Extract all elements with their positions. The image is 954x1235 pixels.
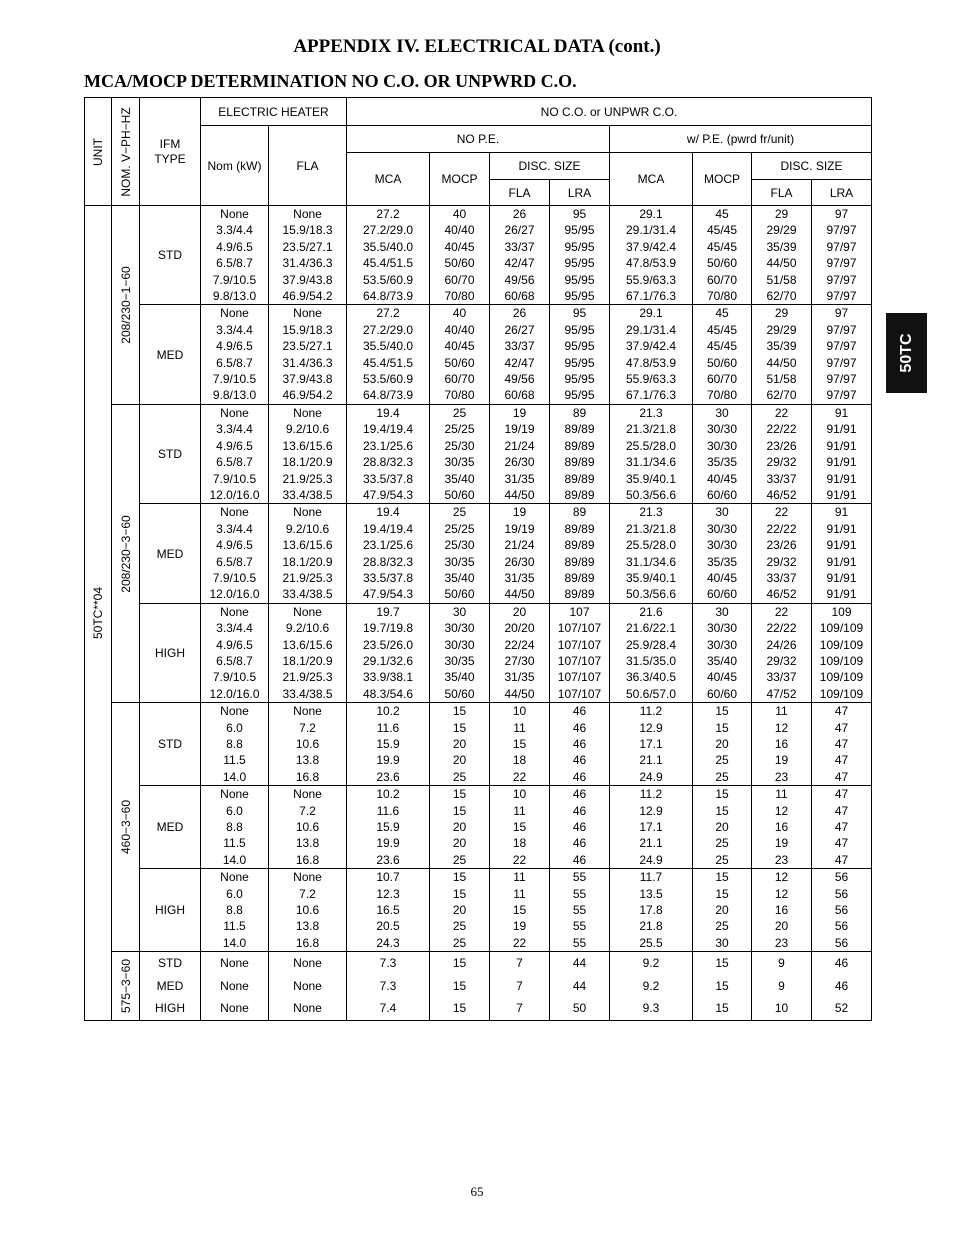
data-cell: 29.1 29.1/31.4 37.9/42.4 47.8/53.9 55.9/63.3 67.1/76.3 — [610, 305, 693, 404]
data-cell: 27.2 27.2/29.0 35.5/40.0 45.4/51.5 53.5/60.9 64.8/73.9 — [347, 206, 430, 305]
data-cell: 15 15 20 25 30 — [693, 869, 752, 952]
ifm-cell: HIGH — [140, 603, 201, 702]
header-no-co: NO C.O. or UNPWR C.O. — [347, 98, 872, 126]
data-cell: None 6.0 8.8 11.5 14.0 — [201, 703, 269, 786]
data-cell: 21.6 21.6/22.1 25.9/28.4 31.5/35.0 36.3/40.5 50.6/57.0 — [610, 603, 693, 702]
table-row — [85, 703, 872, 786]
data-cell: 7.3 7.3 7.4 — [347, 952, 430, 1021]
header-no-pe: NO P.E. — [347, 126, 610, 153]
unit-cell: 50TC**04 — [85, 206, 112, 1021]
data-cell: 30 30/30 30/30 30/35 35/40 50/60 — [430, 603, 490, 702]
data-cell: 15 15 15 — [693, 952, 752, 1021]
header-disc-fla-pe: FLA — [752, 180, 812, 206]
data-cell: None 3.3/4.4 4.9/6.5 6.5/8.7 7.9/10.5 12.0/16.0 — [201, 404, 269, 503]
data-cell: 30 30/30 30/30 35/40 40/45 60/60 — [693, 603, 752, 702]
ifm-cell: STD — [140, 404, 201, 503]
data-cell: 15 15 20 20 25 — [430, 703, 490, 786]
ifm-cell: MED — [140, 504, 201, 603]
header-disc-fla: FLA — [490, 180, 550, 206]
data-cell: 44 44 50 — [550, 952, 610, 1021]
data-cell: 26 26/27 33/37 42/47 49/56 60/68 — [490, 206, 550, 305]
header-nom-kw: Nom (kW) — [201, 126, 269, 206]
data-cell: 47 47 47 47 47 — [812, 703, 872, 786]
data-cell: 91 91/91 91/91 91/91 91/91 91/91 — [812, 404, 872, 503]
data-cell: None 7.2 10.6 13.8 16.8 — [269, 869, 347, 952]
ifm-cell: STD — [140, 206, 201, 305]
data-cell: 11.2 12.9 17.1 21.1 24.9 — [610, 786, 693, 869]
data-cell: 95 95/95 95/95 95/95 95/95 95/95 — [550, 305, 610, 404]
data-cell: None 3.3/4.4 4.9/6.5 6.5/8.7 7.9/10.5 9.8/13.0 — [201, 305, 269, 404]
data-cell: 46 46 46 46 46 — [550, 703, 610, 786]
table-row — [85, 504, 872, 603]
data-cell: 109 109/109 109/109 109/109 109/109 109/109 — [812, 603, 872, 702]
data-cell: 11.7 13.5 17.8 21.8 25.5 — [610, 869, 693, 952]
electrical-data-table — [84, 97, 872, 1021]
header-disc-lra: LRA — [550, 180, 610, 206]
data-cell: 22 22/22 23/26 29/32 33/37 46/52 — [752, 404, 812, 503]
ifm-cell: STD — [140, 703, 201, 786]
data-cell: 29.1 29.1/31.4 37.9/42.4 47.8/53.9 55.9/63.3 67.1/76.3 — [610, 206, 693, 305]
data-cell: 19 19/19 21/24 26/30 31/35 44/50 — [490, 404, 550, 503]
data-cell: 45 45/45 45/45 50/60 60/70 70/80 — [693, 206, 752, 305]
table-row — [85, 603, 872, 702]
data-cell: 9.2 9.2 9.3 — [610, 952, 693, 1021]
header-nom-voltage: NOM. V−PH−HZ — [112, 98, 140, 206]
data-cell: 19 19/19 21/24 26/30 31/35 44/50 — [490, 504, 550, 603]
table-row — [85, 869, 872, 952]
header-disc-lra-pe: LRA — [812, 180, 872, 206]
data-cell: 19.4 19.4/19.4 23.1/25.6 28.8/32.3 33.5/37.8 47.9/54.3 — [347, 404, 430, 503]
table-row — [85, 206, 872, 305]
data-cell: None 15.9/18.3 23.5/27.1 31.4/36.3 37.9/43.8 46.9/54.2 — [269, 206, 347, 305]
data-cell: 45 45/45 45/45 50/60 60/70 70/80 — [693, 305, 752, 404]
data-cell: 26 26/27 33/37 42/47 49/56 60/68 — [490, 305, 550, 404]
data-cell: None 3.3/4.4 4.9/6.5 6.5/8.7 7.9/10.5 9.8/13.0 — [201, 206, 269, 305]
data-cell: 55 55 55 55 55 — [550, 869, 610, 952]
header-mca: MCA — [347, 153, 430, 206]
voltage-cell: 575−3−60 — [112, 952, 140, 1021]
data-cell: None None None — [269, 952, 347, 1021]
table-title: MCA/MOCP DETERMINATION NO C.O. OR UNPWRD C.O. — [84, 71, 577, 91]
data-cell: 11 12 16 19 23 — [752, 786, 812, 869]
data-cell: 10 11 15 18 22 — [490, 786, 550, 869]
data-cell: 29 29/29 35/39 44/50 51/58 62/70 — [752, 206, 812, 305]
data-cell: 89 89/89 89/89 89/89 89/89 89/89 — [550, 404, 610, 503]
ifm-cell: MED — [140, 305, 201, 404]
data-cell: 10.2 11.6 15.9 19.9 23.6 — [347, 786, 430, 869]
table-row — [85, 952, 872, 1021]
data-cell: 25 25/25 25/30 30/35 35/40 50/60 — [430, 504, 490, 603]
header-w-pe: w/ P.E. (pwrd fr/unit) — [610, 126, 872, 153]
voltage-cell: 208/230−1−60 — [112, 206, 140, 405]
data-cell: 11 11 15 19 22 — [490, 869, 550, 952]
data-cell: 15 15 20 25 25 — [693, 786, 752, 869]
data-cell: 15 15 15 — [430, 952, 490, 1021]
data-cell: None None None — [201, 952, 269, 1021]
data-cell: None 3.3/4.4 4.9/6.5 6.5/8.7 7.9/10.5 12.0/16.0 — [201, 603, 269, 702]
data-cell: 27.2 27.2/29.0 35.5/40.0 45.4/51.5 53.5/60.9 64.8/73.9 — [347, 305, 430, 404]
data-cell: 30 30/30 30/30 35/35 40/45 60/60 — [693, 404, 752, 503]
page-number: 65 — [470, 1184, 484, 1199]
data-cell: 25 25/25 25/30 30/35 35/40 50/60 — [430, 404, 490, 503]
data-cell: 21.3 21.3/21.8 25.5/28.0 31.1/34.6 35.9/40.1 50.3/56.6 — [610, 404, 693, 503]
data-cell: None 6.0 8.8 11.5 14.0 — [201, 869, 269, 952]
data-cell: None 15.9/18.3 23.5/27.1 31.4/36.3 37.9/43.8 46.9/54.2 — [269, 305, 347, 404]
data-cell: 12 12 16 20 23 — [752, 869, 812, 952]
data-cell: 15 15 20 25 25 — [693, 703, 752, 786]
data-cell: 9 9 10 — [752, 952, 812, 1021]
data-cell: None 9.2/10.6 13.6/15.6 18.1/20.9 21.9/25.3 33.4/38.5 — [269, 504, 347, 603]
data-cell: 91 91/91 91/91 91/91 91/91 91/91 — [812, 504, 872, 603]
data-cell: 15 15 20 20 25 — [430, 786, 490, 869]
data-cell: 46 46 46 46 46 — [550, 786, 610, 869]
data-cell: 22 22/22 23/26 29/32 33/37 46/52 — [752, 504, 812, 603]
data-cell: None 7.2 10.6 13.8 16.8 — [269, 786, 347, 869]
header-unit: UNIT — [85, 98, 112, 206]
data-cell: 7 7 7 — [490, 952, 550, 1021]
data-cell: 89 89/89 89/89 89/89 89/89 89/89 — [550, 504, 610, 603]
data-cell: None 9.2/10.6 13.6/15.6 18.1/20.9 21.9/25.3 33.4/38.5 — [269, 603, 347, 702]
header-disc-size: DISC. SIZE — [490, 153, 610, 180]
table-row — [85, 404, 872, 503]
data-cell: 10 11 15 18 22 — [490, 703, 550, 786]
voltage-cell: 208/230−3−60 — [112, 404, 140, 702]
header-heater-fla: FLA — [269, 126, 347, 206]
data-cell: None 7.2 10.6 13.8 16.8 — [269, 703, 347, 786]
data-cell: None 6.0 8.8 11.5 14.0 — [201, 786, 269, 869]
section-tab-label: 50TC — [897, 333, 915, 373]
header-mocp: MOCP — [430, 153, 490, 206]
data-cell: 56 56 56 56 56 — [812, 869, 872, 952]
data-cell: 40 40/40 40/45 50/60 60/70 70/80 — [430, 206, 490, 305]
data-cell: 20 20/20 22/24 27/30 31/35 44/50 — [490, 603, 550, 702]
data-cell: None 3.3/4.4 4.9/6.5 6.5/8.7 7.9/10.5 12.0/16.0 — [201, 504, 269, 603]
page-title: APPENDIX IV. ELECTRICAL DATA (cont.) — [293, 36, 661, 57]
header-mocp-pe: MOCP — [693, 153, 752, 206]
ifm-cell: STD MED HIGH — [140, 952, 201, 1021]
data-cell: 97 97/97 97/97 97/97 97/97 97/97 — [812, 305, 872, 404]
data-cell: 46 46 52 — [812, 952, 872, 1021]
data-cell: 97 97/97 97/97 97/97 97/97 97/97 — [812, 206, 872, 305]
data-cell: None 9.2/10.6 13.6/15.6 18.1/20.9 21.9/25.3 33.4/38.5 — [269, 404, 347, 503]
data-cell: 15 15 20 25 25 — [430, 869, 490, 952]
header-mca-pe: MCA — [610, 153, 693, 206]
data-cell: 107 107/107 107/107 107/107 107/107 107/107 — [550, 603, 610, 702]
data-cell: 21.3 21.3/21.8 25.5/28.0 31.1/34.6 35.9/40.1 50.3/56.6 — [610, 504, 693, 603]
data-cell: 95 95/95 95/95 95/95 95/95 95/95 — [550, 206, 610, 305]
data-cell: 10.2 11.6 15.9 19.9 23.6 — [347, 703, 430, 786]
data-cell: 47 47 47 47 47 — [812, 786, 872, 869]
data-cell: 30 30/30 30/30 35/35 40/45 60/60 — [693, 504, 752, 603]
header-disc-size-pe: DISC. SIZE — [752, 153, 872, 180]
data-cell: 40 40/40 40/45 50/60 60/70 70/80 — [430, 305, 490, 404]
ifm-cell: MED — [140, 786, 201, 869]
section-tab — [886, 313, 927, 393]
data-cell: 19.7 19.7/19.8 23.5/26.0 29.1/32.6 33.9/38.1 48.3/54.6 — [347, 603, 430, 702]
data-cell: 11 12 16 19 23 — [752, 703, 812, 786]
table-row — [85, 786, 872, 869]
voltage-cell: 460−3−60 — [112, 703, 140, 952]
ifm-cell: HIGH — [140, 869, 201, 952]
header-electric-heater: ELECTRIC HEATER — [201, 98, 347, 126]
table-row — [85, 305, 872, 404]
data-cell: 29 29/29 35/39 44/50 51/58 62/70 — [752, 305, 812, 404]
header-ifm-type: IFM TYPE — [140, 98, 201, 206]
data-cell: 11.2 12.9 17.1 21.1 24.9 — [610, 703, 693, 786]
data-cell: 22 22/22 24/26 29/32 33/37 47/52 — [752, 603, 812, 702]
data-cell: 10.7 12.3 16.5 20.5 24.3 — [347, 869, 430, 952]
data-cell: 19.4 19.4/19.4 23.1/25.6 28.8/32.3 33.5/37.8 47.9/54.3 — [347, 504, 430, 603]
